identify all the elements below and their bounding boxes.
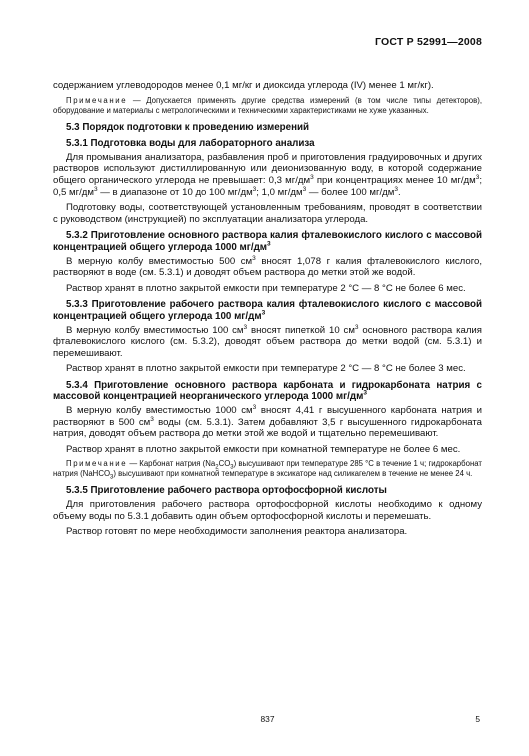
page-number: 5 (475, 714, 480, 724)
section-5-3-4-paragraph-2: Раствор хранят в плотно закрытой емкости при комнатной температуре не более 6 мес. (66, 443, 461, 455)
document-body (53, 80, 482, 538)
section-5-3-3-heading: 5.3.3 Приготовление рабочего раствора калия фталевокислого кислого с массовой концентрацией общего углерода 100 $мг/дм^3$ (53, 299, 482, 322)
section-5-3-1-paragraph-1: Для промывания анализатора, разбавления проб и приготовления градуировочных и других растворов используют дистиллированную или деионизованную воду, в которой содержание общего органического углерода не превышает: 0,3 $мг/дм^3$ при концентрациях менее 10 $мг/дм^3$; 0,5 $мг/дм^3$ — в диапазоне от 10 до 100 $мг/дм^3$; 1,0 $мг/дм^3$ — более 100 $мг/дм^3$. (53, 151, 482, 198)
section-5-3-1-heading: 5.3.1 Подготовка воды для лабораторного анализа (66, 138, 315, 150)
footer-center-number: 837 (260, 714, 275, 724)
section-5-3-heading: 5.3 Порядок подготовки к проведению измерений (66, 121, 310, 133)
section-5-3-3-paragraph-2: Раствор хранят в плотно закрытой емкости при температуре 2 °С — 8 °С не более 3 мес. (66, 363, 466, 375)
continuation-paragraph: содержанием углеводородов менее 0,1 мг/кг и диоксида углерода (IV) менее 1 мг/кг). (53, 80, 434, 91)
note-label: Примечание (66, 459, 128, 469)
section-5-3-2-paragraph-2: Раствор хранят в плотно закрытой емкости при температуре 2 °С — 8 °С не более 6 мес. (66, 282, 466, 294)
section-5-3-4-heading: 5.3.4 Приготовление основного раствора карбоната и гидрокарбоната натрия с массовой концентрацией неорганического углерода 1000 $мг/дм^3$ (53, 379, 482, 403)
section-5-3-1-paragraph-2: Подготовку воды, соответствующей установленным требованиям, проводят в соответствии с руководством (инструкцией) по эксплуатации анализатора углерода. (53, 202, 482, 225)
section-5-3-5-paragraph-2: Раствор готовят по мере необходимости заполнения реактора анализатора. (66, 526, 408, 538)
section-5-3-4-paragraph-1: В мерную колбу вместимостью 1000 $см^3$ вносят 4,41 г высушенного карбоната натрия и растворяют в 500 $см^3$ воды (см. 5.3.1). Затем добавляют 3,5 г высушенного гидрокарбоната натрия, доводят объем раствора до метки этой же водой и тщательно перемешивают. (53, 403, 483, 440)
section-5-3-3-paragraph-1: В мерную колбу вместимостью 100 $см^3$ вносят пипеткой 10 $см^3$ основного раствора калия фталевокислого кислого (см. 5.3.2), доводят объем раствора до метки водой (см. 5.3.1) и перемешивают. (53, 323, 482, 359)
note-label: Примечание (66, 95, 128, 105)
note-1 (53, 96, 482, 116)
note-text: — Допускается применять другие средства измерений (в том числе типы детекторов), оборудование и материалы с метрологическими и техническими характеристиками не хуже указанных. (53, 95, 482, 115)
section-5-3-5-paragraph-1: Для приготовления рабочего раствора ортофосфорной кислоты необходимо к одному объему воды по 5.3.1 добавить один объем ортофосфорной кислоты и перемешать. (53, 499, 482, 522)
section-5-3-2-paragraph-1: В мерную колбу вместимостью 500 $см^3$ вносят 1,078 г калия фталевокислого кислого, растворяют в воде (см. 5.3.1) и доводят объем раствора до метки этой же водой. (53, 254, 483, 279)
section-5-3-2-heading: 5.3.2 Приготовление основного раствора калия фталевокислого кислого с массовой концентрацией общего углерода 1000 $мг/дм^3$ (53, 230, 482, 253)
document-header: ГОСТ Р 52991—2008 (374, 36, 482, 48)
note-2: Примечание — Карбонат натрия $(Na_2CO_3)$ высушивают при температуре 285 °С в течение 1 ч; гидрокарбонат натрия (NaHCO$_3$) высушивают при комнатной температуре в эксикаторе над силикагелем в течение не менее 24 ч. (53, 459, 482, 481)
section-5-3-5-heading: 5.3.5 Приготовление рабочего раствора ортофосфорной кислоты (66, 485, 387, 497)
